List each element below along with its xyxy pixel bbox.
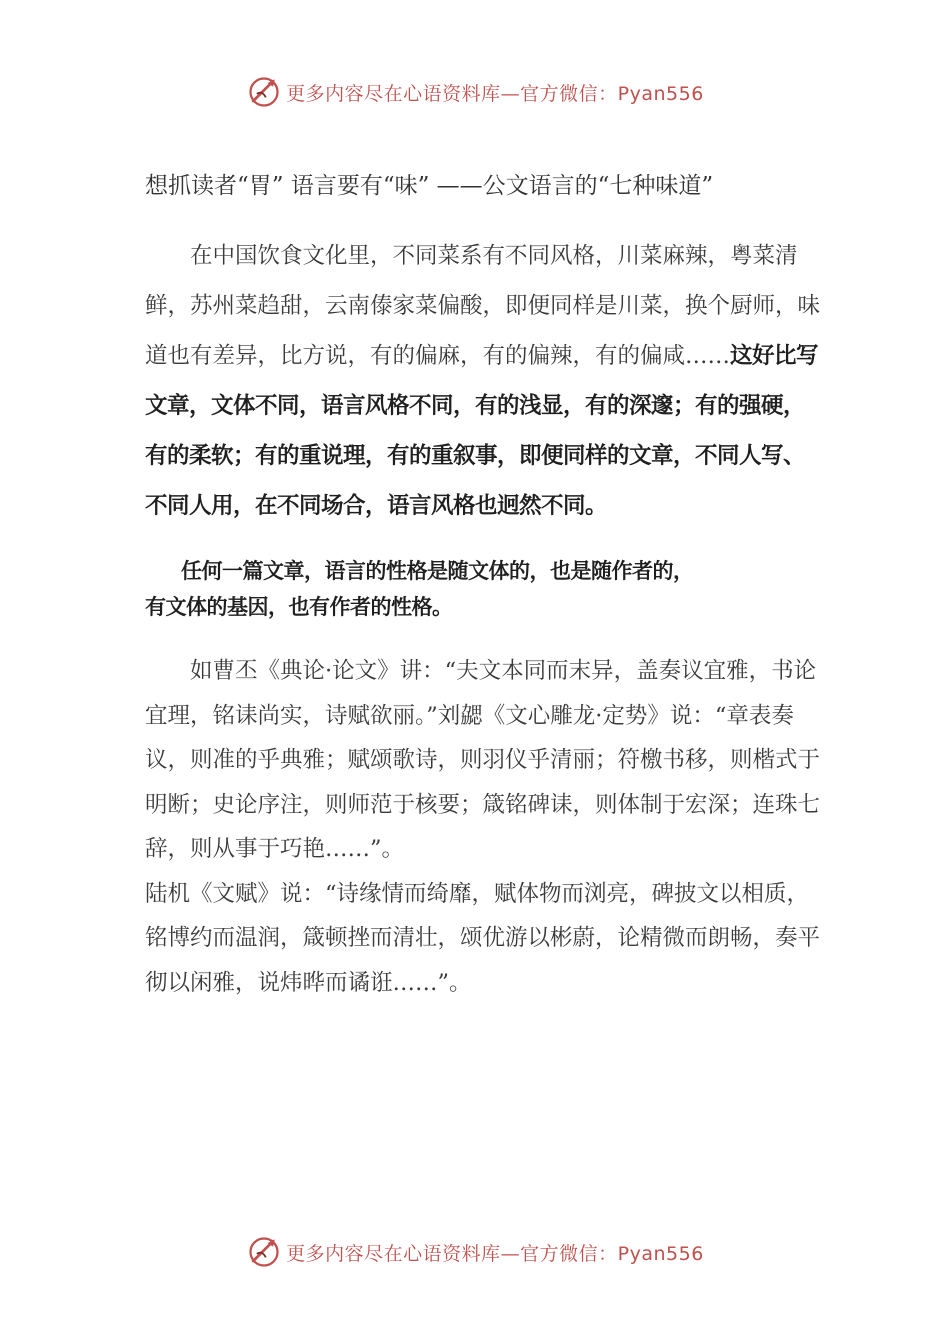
- document-title: 想抓读者“胃” 语言要有“味” ——公文语言的“七种味道”: [145, 173, 714, 199]
- paragraph-food-analogy: [145, 231, 825, 531]
- banner-text: 更多内容尽在心语资料库—官方微信：Pyan556: [286, 1242, 704, 1265]
- key-point-line-1: 任何一篇文章，语言的性格是随文体的，也是随作者的，: [181, 559, 694, 583]
- key-point-line-2: 有文体的基因，也有作者的性格。: [145, 595, 453, 619]
- pen-circle-logo-icon: [246, 1234, 282, 1270]
- footer-banner: [0, 1232, 950, 1272]
- wechat-id: Pyan556: [617, 82, 704, 105]
- header-banner: [0, 72, 950, 112]
- paragraph-normal-text: 在中国饮食文化里，不同菜系有不同风格，川菜麻辣，粤菜清鲜，苏州菜趋甜，云南傣家菜偏酸，即便同样是川菜，换个厨师，味道也有差异，比方说，有的偏麻，有的偏辣，有的偏咸……: [145, 243, 821, 369]
- banner-text: 更多内容尽在心语资料库—官方微信：Pyan556: [286, 82, 704, 105]
- paragraph-quotes-caopi-liuxie: 如曹丕《典论·论文》讲：“夫文本同而末异，盖奏议宜雅，书论宜理，铭诔尚实，诗赋欲丽。”刘勰《文心雕龙·定势》说：“章表奏议，则准的乎典雅；赋颂歌诗，则羽仪乎清丽；符檄书移，则楷式于明断；史论序注，则师范于核要；箴铭碑诔，则体制于宏深；连珠七辞，则从事于巧艳……”。: [145, 658, 821, 862]
- wechat-id: Pyan556: [617, 1242, 704, 1265]
- pen-circle-logo-icon: [246, 74, 282, 110]
- paragraph-bold-text: 这好比写文章，文体不同，语言风格不同，有的浅显，有的深邃；有的强硬，有的柔软；有的重说理，有的重叙事，即便同样的文章，不同人写、不同人用，在不同场合，语言风格也迥然不同。: [145, 343, 819, 519]
- paragraph-key-point: [145, 553, 825, 625]
- document-body: [145, 165, 825, 1005]
- paragraph-quote-luji: 陆机《文赋》说：“诗缘情而绮靡，赋体物而浏亮，碑披文以相质，铭博约而温润，箴顿挫而清壮，颂优游以彬蔚，论精微而朗畅，奏平彻以闲雅，说炜晔而谲诳……”。: [145, 880, 821, 996]
